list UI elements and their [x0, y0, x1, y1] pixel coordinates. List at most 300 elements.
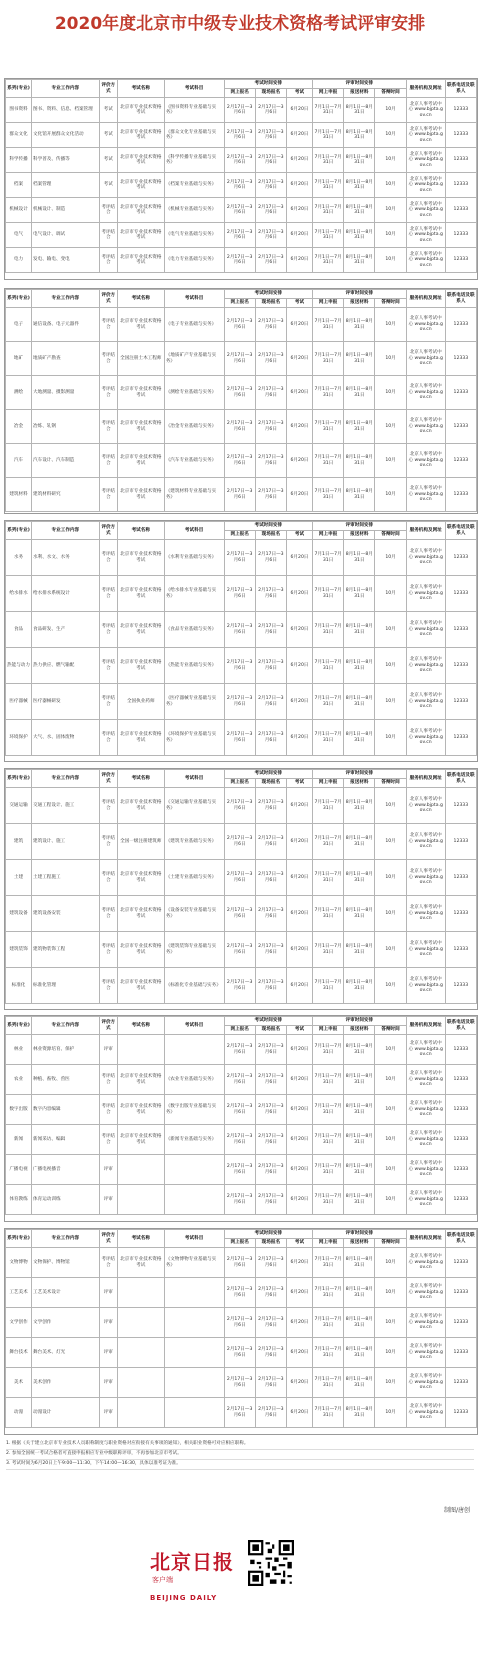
cell-apply: 7月1日—7月31日: [313, 478, 344, 512]
cell-content: 舞台美术、灯光: [32, 1338, 100, 1368]
subheader-onsite: 现场报名: [255, 1026, 286, 1035]
cell-online: 2月17日—3月6日: [224, 148, 255, 173]
cell-onsite: 2月17日—3月6日: [255, 684, 286, 720]
subheader-defense: 答辩时间: [375, 1026, 406, 1035]
cell-onsite: 2月17日—3月6日: [255, 932, 286, 968]
cell-exam: 6月20日: [286, 148, 312, 173]
cell-subjects: 《汽车专业基础与实务》: [164, 444, 224, 478]
cell-onsite: 2月17日—3月6日: [255, 824, 286, 860]
cell-exam: 6月20日: [286, 860, 312, 896]
cell-apply: 7月1日—7月31日: [313, 648, 344, 684]
table-row: [6, 896, 477, 932]
header-content: 专业工作内容: [32, 522, 100, 540]
cell-submit: 8月1日—8月31日: [344, 410, 375, 444]
table-row: [6, 478, 477, 512]
cell-phone: 12333: [445, 540, 476, 576]
cell-defense: 10月: [375, 1308, 406, 1338]
cell-exam: 北京市专业技术资格考试: [117, 788, 164, 824]
cell-content: 食品研发、生产: [32, 612, 100, 648]
table-row: [6, 540, 477, 576]
cell-series: 建筑设备: [6, 896, 32, 932]
cell-submit: 8月1日—8月31日: [344, 1185, 375, 1215]
cell-method: 考评结合: [99, 478, 117, 512]
header-service: 服务机构及网址: [406, 290, 445, 308]
cell-subjects: 《电子专业基础与实务》: [164, 308, 224, 342]
cell-onsite: 2月17日—3月6日: [255, 1155, 286, 1185]
cell-phone: 12333: [445, 720, 476, 756]
cell-submit: 8月1日—8月31日: [344, 248, 375, 273]
cell-online: 2月17日—3月6日: [224, 896, 255, 932]
cell-submit: 8月1日—8月31日: [344, 376, 375, 410]
table-row: [6, 1035, 477, 1065]
cell-online: 2月17日—3月6日: [224, 612, 255, 648]
cell-onsite: 2月17日—3月6日: [255, 1398, 286, 1428]
header-subjects: 考试科目: [164, 1017, 224, 1035]
cell-service: 北京人事考试中心 www.bjpta.gov.cn: [406, 824, 445, 860]
cell-exam: 北京市专业技术资格考试: [117, 478, 164, 512]
cell-service: 北京人事考试中心 www.bjpta.gov.cn: [406, 684, 445, 720]
subheader-defense: 答辩时间: [375, 89, 406, 98]
cell-exam: 6月20日: [286, 123, 312, 148]
cell-submit: 8月1日—8月31日: [344, 223, 375, 248]
cell-exam: 北京市专业技术资格考试: [117, 648, 164, 684]
cell-method: 考试: [99, 98, 117, 123]
cell-defense: 10月: [375, 1398, 406, 1428]
cell-onsite: 2月17日—3月6日: [255, 1248, 286, 1278]
header-service: 服务机构及网址: [406, 1017, 445, 1035]
cell-exam: 北京市专业技术资格考试: [117, 198, 164, 223]
cell-series: 体育教练: [6, 1185, 32, 1215]
header-method: 评价方式: [99, 522, 117, 540]
page-title: 2020年度北京市中级专业技术资格考试评审安排: [54, 14, 426, 34]
cell-online: 2月17日—3月6日: [224, 540, 255, 576]
cell-defense: 10月: [375, 223, 406, 248]
schedule-table: [5, 79, 477, 273]
cell-method: 考评结合: [99, 1065, 117, 1095]
cell-service: 北京人事考试中心 www.bjpta.gov.cn: [406, 1125, 445, 1155]
cell-phone: 12333: [445, 1185, 476, 1215]
cell-submit: 8月1日—8月31日: [344, 98, 375, 123]
cell-exam: 6月20日: [286, 248, 312, 273]
cell-service: 北京人事考试中心 www.bjpta.gov.cn: [406, 478, 445, 512]
cell-phone: 12333: [445, 824, 476, 860]
cell-online: 2月17日—3月6日: [224, 376, 255, 410]
cell-onsite: 2月17日—3月6日: [255, 648, 286, 684]
cell-series: 机械设计: [6, 198, 32, 223]
cell-defense: 10月: [375, 720, 406, 756]
cell-defense: 10月: [375, 932, 406, 968]
cell-onsite: 2月17日—3月6日: [255, 376, 286, 410]
cell-subjects: 《数字出版专业基础与实务》: [164, 1095, 224, 1125]
cell-method: 考评结合: [99, 1095, 117, 1125]
cell-subjects: [164, 1278, 224, 1308]
cell-service: 北京人事考试中心 www.bjpta.gov.cn: [406, 1035, 445, 1065]
cell-content: 机械设计、制造: [32, 198, 100, 223]
cell-exam: 6月20日: [286, 444, 312, 478]
table-row: [6, 410, 477, 444]
cell-submit: 8月1日—8月31日: [344, 932, 375, 968]
cell-onsite: 2月17日—3月6日: [255, 98, 286, 123]
table-row: [6, 860, 477, 896]
cell-apply: 7月1日—7月31日: [313, 576, 344, 612]
header-subjects: 考试科目: [164, 770, 224, 788]
header-exam: 考试名称: [117, 290, 164, 308]
subheader-apply: 网上申报: [313, 89, 344, 98]
cell-onsite: 2月17日—3月6日: [255, 1125, 286, 1155]
cell-submit: 8月1日—8月31日: [344, 1398, 375, 1428]
cell-exam: 北京市专业技术资格考试: [117, 308, 164, 342]
cell-subjects: 《建筑专业基础与实务》: [164, 824, 224, 860]
header-exam-schedule: 考试时间安排: [224, 80, 312, 89]
cell-apply: 7月1日—7月31日: [313, 248, 344, 273]
cell-apply: 7月1日—7月31日: [313, 1368, 344, 1398]
cell-onsite: 2月17日—3月6日: [255, 1095, 286, 1125]
header-content: 专业工作内容: [32, 770, 100, 788]
cell-phone: 12333: [445, 173, 476, 198]
table-row: [6, 788, 477, 824]
header-content: 专业工作内容: [32, 290, 100, 308]
subheader-submit: 报送材料: [344, 779, 375, 788]
cell-content: 电气设计、调试: [32, 223, 100, 248]
table-page: [4, 1015, 478, 1222]
cell-defense: 10月: [375, 1125, 406, 1155]
cell-exam: 6月20日: [286, 173, 312, 198]
cell-subjects: 《建筑材料专业基础与实务》: [164, 478, 224, 512]
table-row: [6, 198, 477, 223]
cell-phone: 12333: [445, 648, 476, 684]
cell-phone: 12333: [445, 1338, 476, 1368]
cell-series: 建筑: [6, 824, 32, 860]
cell-onsite: 2月17日—3月6日: [255, 123, 286, 148]
cell-exam: 6月20日: [286, 1278, 312, 1308]
cell-exam: 6月20日: [286, 478, 312, 512]
cell-exam: 北京市专业技术资格考试: [117, 223, 164, 248]
table-row: [6, 1248, 477, 1278]
header-series: 系列(专业): [6, 770, 32, 788]
cell-service: 北京人事考试中心 www.bjpta.gov.cn: [406, 968, 445, 1004]
cell-defense: 10月: [375, 98, 406, 123]
header-phone: 联系电话及联系人: [445, 80, 476, 98]
cell-phone: 12333: [445, 788, 476, 824]
header-phone: 联系电话及联系人: [445, 1230, 476, 1248]
cell-series: 新闻: [6, 1125, 32, 1155]
cell-apply: 7月1日—7月31日: [313, 123, 344, 148]
cell-defense: 10月: [375, 376, 406, 410]
cell-content: 建筑设备安装: [32, 896, 100, 932]
header-exam-schedule: 考试时间安排: [224, 290, 312, 299]
subheader-online: 网上报名: [224, 89, 255, 98]
table-row: [6, 1368, 477, 1398]
header-exam: 考试名称: [117, 1017, 164, 1035]
cell-exam: 北京市专业技术资格考试: [117, 932, 164, 968]
cell-phone: 12333: [445, 1155, 476, 1185]
cell-service: 北京人事考试中心 www.bjpta.gov.cn: [406, 1185, 445, 1215]
header-phone: 联系电话及联系人: [445, 522, 476, 540]
cell-online: 2月17日—3月6日: [224, 342, 255, 376]
subheader-submit: 报送材料: [344, 531, 375, 540]
cell-content: 医疗器械研发: [32, 684, 100, 720]
cell-defense: 10月: [375, 788, 406, 824]
cell-online: 2月17日—3月6日: [224, 1125, 255, 1155]
cell-apply: 7月1日—7月31日: [313, 308, 344, 342]
cell-phone: 12333: [445, 248, 476, 273]
cell-submit: 8月1日—8月31日: [344, 123, 375, 148]
cell-onsite: 2月17日—3月6日: [255, 1338, 286, 1368]
header-subjects: 考试科目: [164, 522, 224, 540]
cell-method: 评审: [99, 1035, 117, 1065]
subheader-apply: 网上申报: [313, 299, 344, 308]
cell-onsite: 2月17日—3月6日: [255, 612, 286, 648]
cell-content: 数字内容编辑: [32, 1095, 100, 1125]
header-series: 系列(专业): [6, 290, 32, 308]
cell-defense: 10月: [375, 342, 406, 376]
table-row: [6, 1095, 477, 1125]
cell-subjects: 《冶金专业基础与实务》: [164, 410, 224, 444]
cell-onsite: 2月17日—3月6日: [255, 342, 286, 376]
cell-phone: 12333: [445, 98, 476, 123]
cell-exam: 北京市专业技术资格考试: [117, 896, 164, 932]
cell-exam: 6月20日: [286, 1398, 312, 1428]
schedule-table: [5, 289, 477, 512]
subheader-onsite: 现场报名: [255, 531, 286, 540]
table-row: [6, 1185, 477, 1215]
cell-method: 考评结合: [99, 308, 117, 342]
cell-method: 考评结合: [99, 720, 117, 756]
cell-series: 电子: [6, 308, 32, 342]
cell-defense: 10月: [375, 1035, 406, 1065]
table-page: [4, 78, 478, 280]
header-phone: 联系电话及联系人: [445, 1017, 476, 1035]
cell-service: 北京人事考试中心 www.bjpta.gov.cn: [406, 148, 445, 173]
table-row: [6, 1065, 477, 1095]
header-series: 系列(专业): [6, 1230, 32, 1248]
subheader-submit: 报送材料: [344, 89, 375, 98]
cell-subjects: 《电力专业基础与实务》: [164, 248, 224, 273]
schedule-table: [5, 1229, 477, 1428]
cell-series: 建筑装饰: [6, 932, 32, 968]
subheader-defense: 答辩时间: [375, 299, 406, 308]
cell-method: 考评结合: [99, 684, 117, 720]
cell-subjects: 《图书资料专业基础与实务》: [164, 98, 224, 123]
cell-content: 种植、畜牧、兽医: [32, 1065, 100, 1095]
cell-phone: 12333: [445, 444, 476, 478]
cell-defense: 10月: [375, 410, 406, 444]
cell-submit: 8月1日—8月31日: [344, 1065, 375, 1095]
table-row: [6, 308, 477, 342]
cell-submit: 8月1日—8月31日: [344, 720, 375, 756]
cell-exam: 6月20日: [286, 1185, 312, 1215]
cell-onsite: 2月17日—3月6日: [255, 173, 286, 198]
cell-phone: 12333: [445, 1035, 476, 1065]
cell-service: 北京人事考试中心 www.bjpta.gov.cn: [406, 1095, 445, 1125]
cell-series: 电气: [6, 223, 32, 248]
cell-service: 北京人事考试中心 www.bjpta.gov.cn: [406, 123, 445, 148]
cell-series: 标准化: [6, 968, 32, 1004]
credit: 制图/唐创: [443, 1507, 470, 1514]
cell-onsite: 2月17日—3月6日: [255, 478, 286, 512]
cell-online: 2月17日—3月6日: [224, 860, 255, 896]
cell-method: 考评结合: [99, 410, 117, 444]
subheader-defense: 答辩时间: [375, 1239, 406, 1248]
cell-phone: 12333: [445, 1248, 476, 1278]
cell-content: 土建工程施工: [32, 860, 100, 896]
cell-submit: 8月1日—8月31日: [344, 1248, 375, 1278]
schedule-table: [5, 769, 477, 1004]
header-review-schedule: 评审时间安排: [313, 1230, 407, 1239]
table-row: [6, 720, 477, 756]
cell-method: 考评结合: [99, 540, 117, 576]
table-row: [6, 1308, 477, 1338]
cell-service: 北京人事考试中心 www.bjpta.gov.cn: [406, 932, 445, 968]
cell-onsite: 2月17日—3月6日: [255, 1308, 286, 1338]
cell-defense: 10月: [375, 478, 406, 512]
cell-apply: 7月1日—7月31日: [313, 684, 344, 720]
cell-submit: 8月1日—8月31日: [344, 1035, 375, 1065]
cell-onsite: 2月17日—3月6日: [255, 248, 286, 273]
cell-online: 2月17日—3月6日: [224, 1398, 255, 1428]
cell-phone: 12333: [445, 410, 476, 444]
cell-apply: 7月1日—7月31日: [313, 1095, 344, 1125]
cell-exam: 北京市专业技术资格考试: [117, 1095, 164, 1125]
cell-submit: 8月1日—8月31日: [344, 612, 375, 648]
cell-defense: 10月: [375, 968, 406, 1004]
cell-series: 食品: [6, 612, 32, 648]
cell-apply: 7月1日—7月31日: [313, 896, 344, 932]
cell-method: 考评结合: [99, 788, 117, 824]
cell-method: 考评结合: [99, 612, 117, 648]
table-row: [6, 98, 477, 123]
cell-content: 体育运动训练: [32, 1185, 100, 1215]
cell-defense: 10月: [375, 248, 406, 273]
cell-defense: 10月: [375, 1185, 406, 1215]
cell-apply: 7月1日—7月31日: [313, 540, 344, 576]
cell-apply: 7月1日—7月31日: [313, 444, 344, 478]
cell-submit: 8月1日—8月31日: [344, 444, 375, 478]
cell-series: 文物博物: [6, 1248, 32, 1278]
cell-online: 2月17日—3月6日: [224, 1185, 255, 1215]
cell-subjects: 《科学传播专业基础与实务》: [164, 148, 224, 173]
table-page: [4, 520, 478, 762]
cell-exam: [117, 1308, 164, 1338]
logo-cn: 北京日报: [150, 1550, 234, 1574]
cell-onsite: 2月17日—3月6日: [255, 860, 286, 896]
cell-phone: 12333: [445, 932, 476, 968]
cell-apply: 7月1日—7月31日: [313, 860, 344, 896]
cell-apply: 7月1日—7月31日: [313, 1278, 344, 1308]
cell-content: 交通工程设计、施工: [32, 788, 100, 824]
cell-subjects: [164, 1338, 224, 1368]
cell-online: 2月17日—3月6日: [224, 1368, 255, 1398]
cell-phone: 12333: [445, 342, 476, 376]
cell-method: 评审: [99, 1368, 117, 1398]
cell-subjects: 《标准化专业基础与实务》: [164, 968, 224, 1004]
cell-phone: 12333: [445, 1278, 476, 1308]
cell-exam: 6月20日: [286, 540, 312, 576]
cell-online: 2月17日—3月6日: [224, 198, 255, 223]
cell-exam: 全国注册土木工程师: [117, 342, 164, 376]
cell-apply: 7月1日—7月31日: [313, 1338, 344, 1368]
cell-onsite: 2月17日—3月6日: [255, 223, 286, 248]
cell-apply: 7月1日—7月31日: [313, 198, 344, 223]
header-exam-schedule: 考试时间安排: [224, 770, 312, 779]
table-row: [6, 173, 477, 198]
cell-series: 农业: [6, 1065, 32, 1095]
header-exam: 考试名称: [117, 80, 164, 98]
cell-content: 地质矿产勘查: [32, 342, 100, 376]
header-series: 系列(专业): [6, 1017, 32, 1035]
cell-method: 考评结合: [99, 444, 117, 478]
cell-service: 北京人事考试中心 www.bjpta.gov.cn: [406, 198, 445, 223]
cell-method: 考评结合: [99, 968, 117, 1004]
subheader-online: 网上报名: [224, 531, 255, 540]
cell-phone: 12333: [445, 896, 476, 932]
cell-content: 大地测量、摄影测量: [32, 376, 100, 410]
cell-method: 考试: [99, 123, 117, 148]
cell-service: 北京人事考试中心 www.bjpta.gov.cn: [406, 376, 445, 410]
cell-phone: 12333: [445, 684, 476, 720]
table-row: [6, 1278, 477, 1308]
cell-phone: 12333: [445, 478, 476, 512]
cell-content: 文物保护、博物馆: [32, 1248, 100, 1278]
cell-service: 北京人事考试中心 www.bjpta.gov.cn: [406, 1248, 445, 1278]
cell-apply: 7月1日—7月31日: [313, 1155, 344, 1185]
cell-exam: 6月20日: [286, 1125, 312, 1155]
cell-service: 北京人事考试中心 www.bjpta.gov.cn: [406, 308, 445, 342]
cell-exam: 6月20日: [286, 1155, 312, 1185]
cell-method: 考评结合: [99, 932, 117, 968]
cell-subjects: 《机械专业基础与实务》: [164, 198, 224, 223]
cell-defense: 10月: [375, 198, 406, 223]
cell-phone: 12333: [445, 860, 476, 896]
cell-series: 给水排水: [6, 576, 32, 612]
cell-defense: 10月: [375, 1248, 406, 1278]
cell-exam: 6月20日: [286, 1248, 312, 1278]
cell-content: 档案管理: [32, 173, 100, 198]
header-exam-schedule: 考试时间安排: [224, 1017, 312, 1026]
subheader-online: 网上报名: [224, 299, 255, 308]
cell-phone: 12333: [445, 1368, 476, 1398]
cell-submit: 8月1日—8月31日: [344, 968, 375, 1004]
cell-submit: 8月1日—8月31日: [344, 1308, 375, 1338]
cell-apply: 7月1日—7月31日: [313, 1035, 344, 1065]
note-2: 2. 参加全国统一考试合格者可直接申报相应专业中级职称评审，不再参加北京市考试。: [6, 1450, 474, 1460]
cell-phone: 12333: [445, 223, 476, 248]
header-review-schedule: 评审时间安排: [313, 522, 407, 531]
cell-service: 北京人事考试中心 www.bjpta.gov.cn: [406, 1368, 445, 1398]
header-service: 服务机构及网址: [406, 522, 445, 540]
cell-series: 地矿: [6, 342, 32, 376]
cell-online: 2月17日—3月6日: [224, 1338, 255, 1368]
cell-content: 文化馆开展群众文化活动: [32, 123, 100, 148]
cell-exam: 北京市专业技术资格考试: [117, 148, 164, 173]
subheader-onsite: 现场报名: [255, 89, 286, 98]
cell-service: 北京人事考试中心 www.bjpta.gov.cn: [406, 896, 445, 932]
cell-exam: 6月20日: [286, 98, 312, 123]
cell-submit: 8月1日—8月31日: [344, 540, 375, 576]
cell-apply: 7月1日—7月31日: [313, 1398, 344, 1428]
table-row: [6, 1338, 477, 1368]
cell-series: 图书资料: [6, 98, 32, 123]
cell-defense: 10月: [375, 860, 406, 896]
cell-onsite: 2月17日—3月6日: [255, 540, 286, 576]
cell-onsite: 2月17日—3月6日: [255, 576, 286, 612]
table-row: [6, 123, 477, 148]
table-row: [6, 932, 477, 968]
cell-onsite: 2月17日—3月6日: [255, 1065, 286, 1095]
subheader-exam: 考试: [286, 531, 312, 540]
cell-online: 2月17日—3月6日: [224, 173, 255, 198]
cell-series: 舞台技术: [6, 1338, 32, 1368]
